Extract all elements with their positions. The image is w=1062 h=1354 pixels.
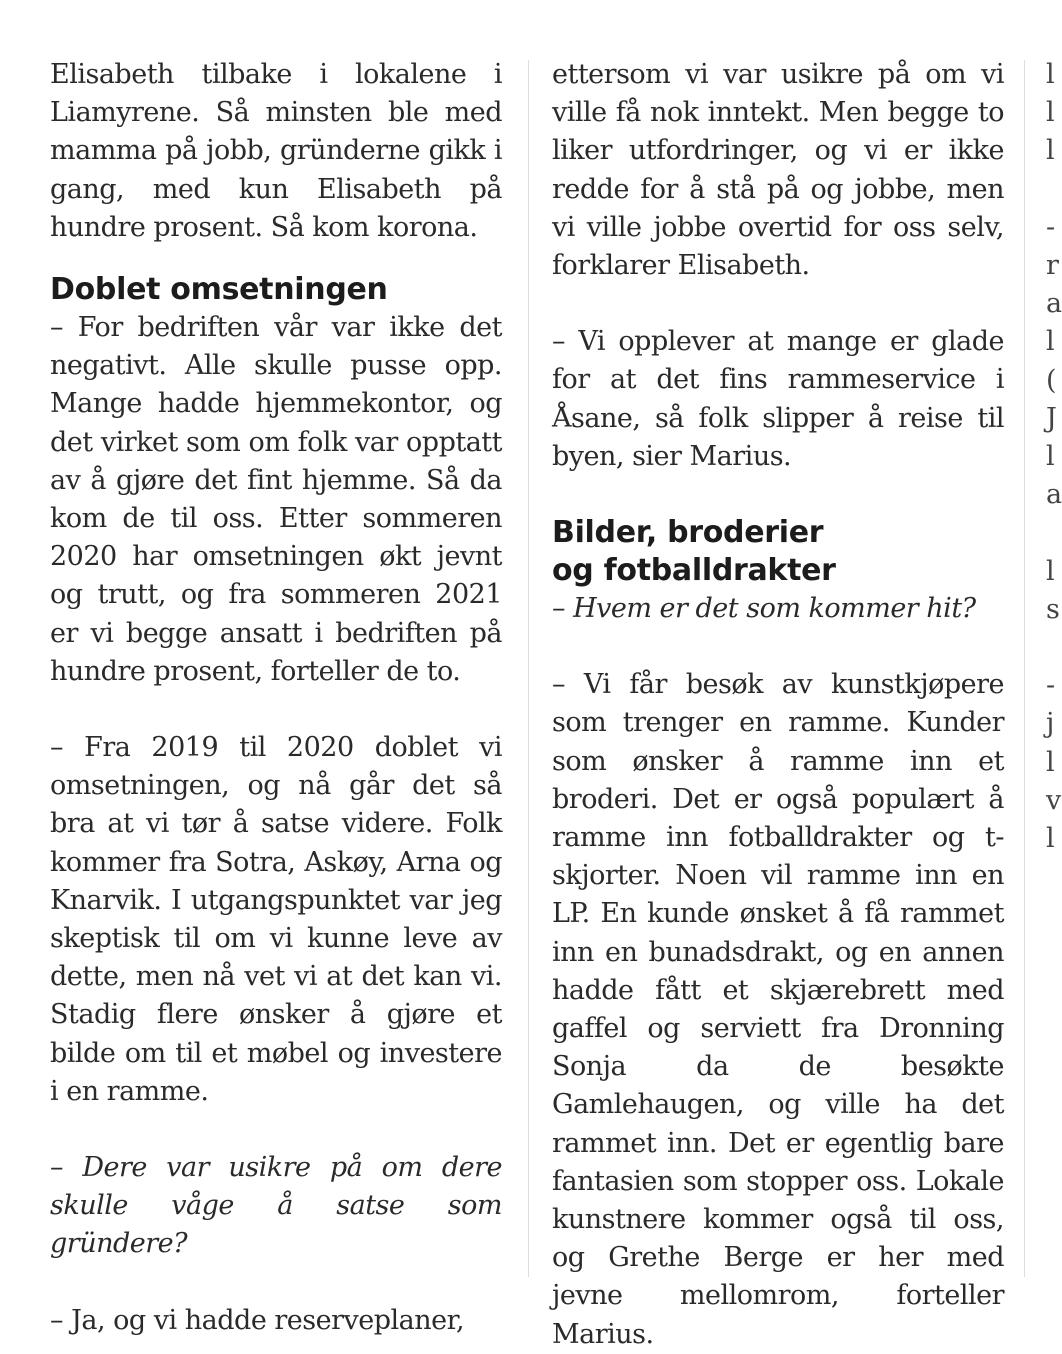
cropped-text-fragment: a xyxy=(1046,288,1062,320)
cropped-text-fragment xyxy=(1046,171,1058,209)
article-column-1 xyxy=(50,56,502,1340)
cropped-text-fragment: a xyxy=(1046,479,1062,511)
cropped-text-fragment xyxy=(1046,629,1058,667)
subheading-doblet-omsetningen: Doblet omsetningen xyxy=(50,272,388,308)
cropped-text-fragment: l xyxy=(1046,441,1055,473)
cropped-text-fragment: l xyxy=(1046,326,1055,358)
cropped-text-fragment: - xyxy=(1046,211,1056,243)
cropped-text-fragment: s xyxy=(1046,593,1060,625)
column-divider xyxy=(1024,60,1025,1277)
cropped-text-fragment: r xyxy=(1046,250,1059,282)
cropped-text-fragment: l xyxy=(1046,823,1055,855)
interview-question: – Hvem er det som kommer hit? xyxy=(552,593,976,625)
column-divider xyxy=(528,60,529,1277)
cropped-text-fragment xyxy=(1046,514,1058,552)
interview-question: – Dere var usikre på om dere skulle våge å satse som gründere? xyxy=(50,1152,502,1260)
subheading-line: og fotballdrakter xyxy=(552,553,836,589)
paragraph: – Fra 2019 til 2020 doblet vi omsetningen, og nå går det så bra at vi tør å satse videre. Folk kommer fra Sotra, Askøy, Arna og Knarvik. I utgangspunktet var jeg skeptisk til om vi kunne leve av dette, men nå vet vi at det kan vi. Stadig flere ønsker å gjøre et bilde om til et møbel og investere i en ramme. xyxy=(50,732,502,1107)
paragraph: Elisabeth tilbake i lokalene i Liamyrene. Så minsten ble med mamma på jobb, gründerne gikk i gang, med kun Elisabeth på hundre prosent. Så kom korona. xyxy=(50,59,502,243)
paragraph: – Ja, og vi hadde reserveplaner, xyxy=(50,1304,465,1336)
subheading-bilder-broderier xyxy=(552,514,1004,590)
cropped-text-fragment: l xyxy=(1046,97,1055,129)
cropped-text-fragment: l xyxy=(1046,59,1055,90)
paragraph: ettersom vi var usikre på om vi ville få nok inntekt. Men begge to liker utfordringer, og vi er ikke redde for å stå på og jobbe, men vi ville jobbe overtid for oss selv, forklarer Elisabeth. xyxy=(552,59,1004,282)
cropped-text-fragment: l xyxy=(1046,746,1055,778)
cropped-text-fragment: l xyxy=(1046,555,1055,587)
cropped-text-fragment: v xyxy=(1046,784,1062,816)
article-column-3-cropped xyxy=(1046,56,1062,858)
cropped-text-fragment: ( xyxy=(1046,364,1057,396)
cropped-text-fragment: l xyxy=(1046,135,1055,167)
paragraph: – For bedriften vår var ikke det negativt. Alle skulle pusse opp. Mange hadde hjemmekontor, og det virket som om folk var opptatt av å gjøre det fint hjemme. Så da kom de til oss. Etter sommeren 2020 har omsetningen økt jevnt og trutt, og fra sommeren 2021 er vi begge ansatt i bedriften på hundre prosent, forteller de to. xyxy=(50,312,502,687)
paragraph: – Vi får besøk av kunstkjøpere som trenger en ramme. Kunder som ønsker å ramme inn et broderi. Det er også populært å ramme inn fotballdrakter og t-skjorter. Noen vil ramme inn en LP. En kunde ønsket å få rammet inn en bunadsdrakt, og en annen hadde fått et skjærebrett med gaffel og serviett fra Dronning Sonja da de besøkte Gamlehaugen, og ville ha det rammet inn. Det er egentlig bare fantasien som stopper oss. Lokale kunstnere kommer også til oss, og Grethe Berge er her med jevne mellomrom, forteller Marius. xyxy=(552,669,1004,1350)
cropped-text-fragment: - xyxy=(1046,670,1056,702)
cropped-text-fragment: J xyxy=(1046,402,1057,434)
article-column-2 xyxy=(552,56,1004,1354)
cropped-text-fragment: j xyxy=(1046,708,1055,740)
paragraph: – Vi opplever at mange er glade for at det fins rammeservice i Åsane, så folk slipper å reise til byen, sier Marius. xyxy=(552,326,1004,472)
subheading-line: Bilder, broderier xyxy=(552,515,824,551)
